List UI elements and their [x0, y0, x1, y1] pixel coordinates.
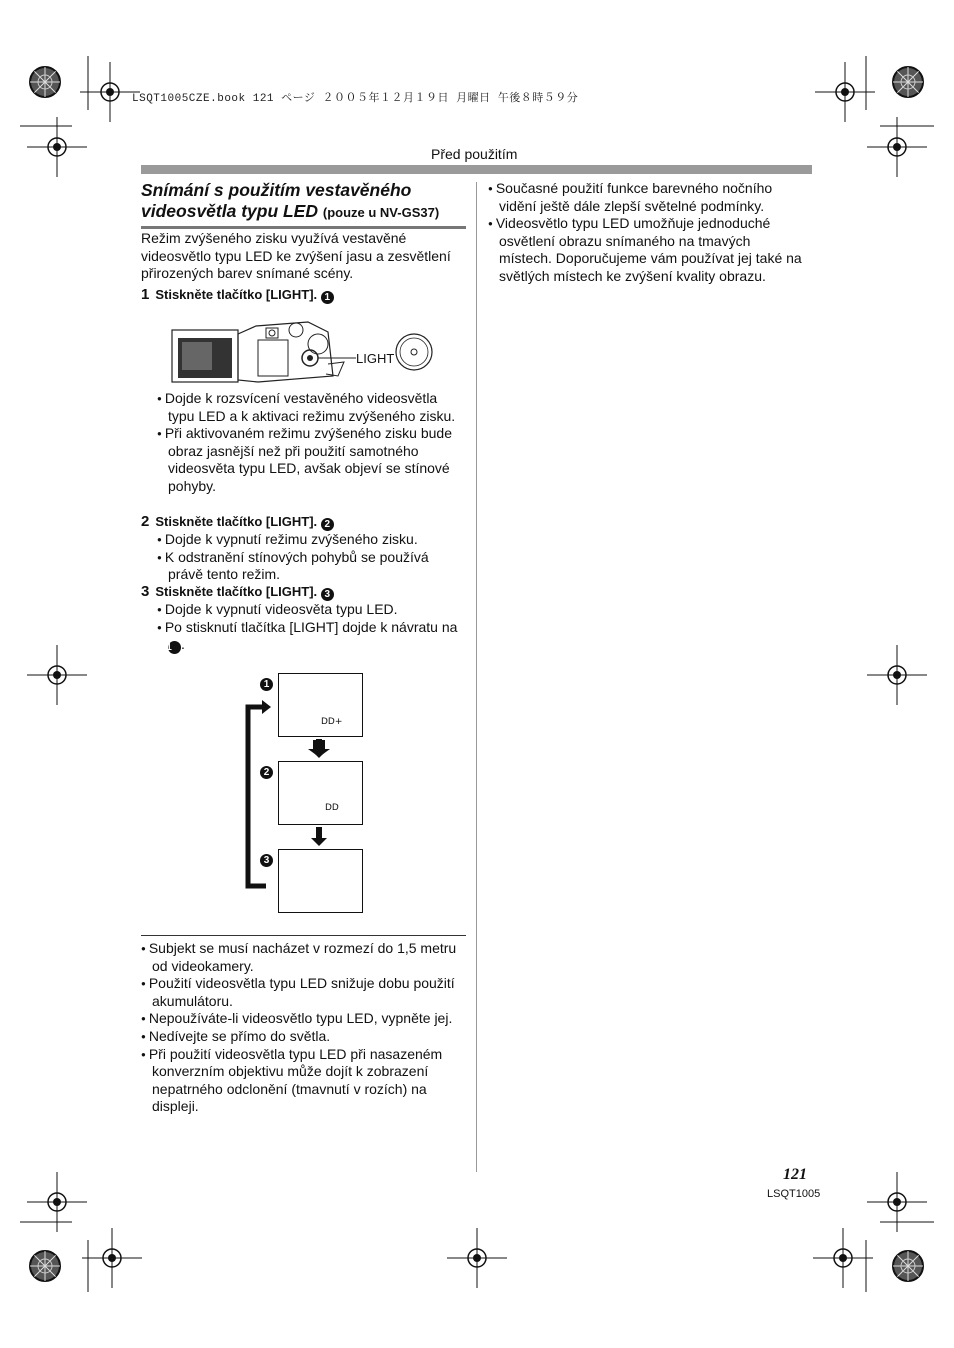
intro-paragraph: Režim zvýšeného zisku využívá vestavěné videosvětlo typu LED ke zvýšení jasu a zesvětlení přirozených barev snímané scény. [141, 230, 451, 282]
list-item: ● Subjekt se musí nacházet v rozmezí do 1,5 metru od videokamery. [141, 940, 466, 975]
step-2-bullets [157, 531, 462, 584]
step-ref-badge: 1 [321, 291, 334, 304]
step-label: Stiskněte tlačítko [LIGHT]. [155, 287, 318, 302]
step-label: Stiskněte tlačítko [LIGHT]. [155, 584, 318, 599]
list-item: ● K odstranění stínových pohybů se používá právě tento režim. [157, 549, 462, 584]
step-1 [141, 286, 334, 304]
step-label: Stiskněte tlačítko [LIGHT]. [155, 514, 318, 529]
list-item: ● Při aktivovaném režimu zvýšeného zisku bude obraz jasnější než při použití samotného videosvěta typu LED, avšak objeví se stínové pohyby. [157, 425, 462, 495]
night-view-icon: ⅮD [325, 803, 339, 813]
list-item: ● Po stisknutí tlačítka [LIGHT] dojde k návratu na 1 . [157, 619, 462, 655]
list-item: ● Dojde k rozsvícení vestavěného videosvětla typu LED a k aktivaci režimu zvýšeného zisku. [157, 390, 462, 425]
night-view-plus-icon: ⅮD+ [321, 717, 343, 727]
page-number: 121 [783, 1166, 807, 1183]
diagram-ref-badge: 2 [260, 766, 273, 779]
section-title [141, 180, 471, 223]
list-item: ● Použití videosvětla typu LED snižuje dobu použití akumulátoru. [141, 975, 466, 1010]
list-item: ● Současné použití funkce barevného nočního vidění ještě dále zlepší světelné podmínky. [488, 180, 806, 215]
step-ref-badge: 1 [168, 641, 181, 654]
title-rule [141, 226, 466, 229]
list-item: ● Videosvětlo typu LED umožňuje jednoduché osvětlení obrazu snímaného na tmavých místech. Doporučujeme vám používat jej také na světlých místech ke zvýšení kvality obrazu. [488, 215, 806, 285]
step-number: 1 [141, 286, 150, 303]
print-header: LSQT1005CZE.book 121 ページ ２００５年１２月１９日 月曜日 午後８時５９分 [132, 93, 579, 105]
step-3 [141, 583, 334, 601]
step-number: 3 [141, 583, 150, 600]
title-main: Snímání s použitím vestavěného videosvětla typu LED [141, 180, 412, 221]
column-divider [476, 182, 477, 1172]
step-2 [141, 513, 334, 531]
notes-list [141, 940, 466, 1116]
section-name: Před použitím [431, 146, 518, 162]
notes-rule [141, 935, 466, 936]
light-button-label: LIGHT [356, 351, 395, 366]
step-ref-badge: 2 [321, 518, 334, 531]
diagram-ref-1 [260, 673, 273, 691]
step-3-bullets [157, 601, 462, 654]
step-number: 2 [141, 513, 150, 530]
diagram-ref-badge: 3 [260, 854, 273, 867]
right-column-bullets [488, 180, 806, 286]
diagram-arrows [240, 695, 343, 895]
step-1-bullets [157, 390, 462, 496]
document-code: LSQT1005 [767, 1188, 821, 1200]
list-item: ● Nedívejte se přímo do světla. [141, 1028, 466, 1046]
step-ref-badge: 3 [321, 588, 334, 601]
list-item: ● Dojde k vypnutí režimu zvýšeného zisku. [157, 531, 462, 549]
list-item: ● Dojde k vypnutí videosvěta typu LED. [157, 601, 462, 619]
list-item-text: Po stisknutí tlačítka [LIGHT] dojde k návratu na [164, 618, 458, 635]
list-item: ● Při použití videosvětla typu LED při nasazeném konverzním objektivu může dojít k zobrazení nepatrného odclonění (tmavnutí v rozích) na displeji. [141, 1046, 466, 1116]
title-suffix: (pouze u NV-GS37) [322, 205, 440, 220]
header-bar [141, 165, 812, 174]
list-item: ● Nepoužíváte-li videosvětlo typu LED, vypněte jej. [141, 1010, 466, 1028]
camera-illustration [168, 314, 438, 386]
diagram-ref-badge: 1 [260, 678, 273, 691]
